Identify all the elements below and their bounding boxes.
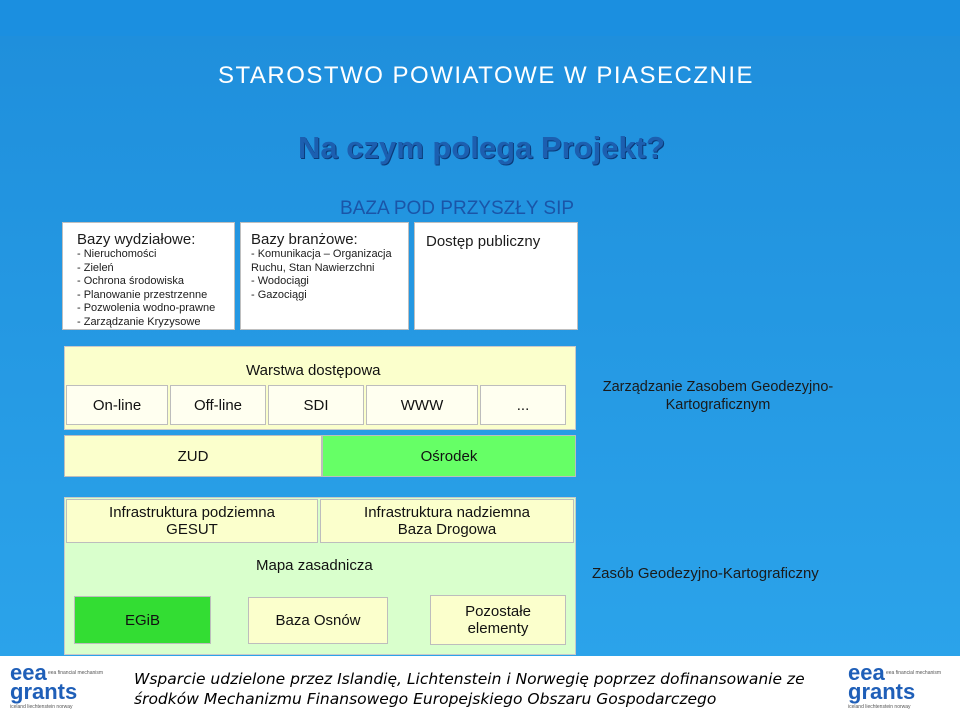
departmental-heading: Bazy wydziałowe: [77,231,196,248]
underground-line2: GESUT [166,521,218,538]
control-network-box: Baza Osnów [248,597,388,644]
logo-eea-text: eea [848,660,885,685]
other-line1: Pozostałe [465,603,531,620]
industry-heading: Bazy branżowe: [251,231,358,248]
offline-option: Off-line [170,385,266,425]
osrodek-box: Ośrodek [322,435,576,477]
card-item: - Wodociągi [251,275,309,287]
logo-small-text: iceland liechtenstein norway [10,704,73,710]
footer-text-line1: Wsparcie udzielone przez Islandię, Lichtenstein i Norwegię poprzez dofinansowanie ze [134,670,805,688]
public-access-heading: Dostęp publiczny [426,233,541,250]
geodetic-resource-label: Zasób Geodezyjno-Kartograficzny [592,565,819,582]
public-access-card [414,222,578,330]
departmental-databases-card [62,222,235,330]
logo-small-text: iceland liechtenstein norway [848,704,911,710]
aboveground-infrastructure-box [320,499,574,543]
aboveground-line2: Baza Drogowa [397,521,497,538]
online-option: On-line [66,385,168,425]
footer-text-line2: środków Mechanizmu Finansowego Europejskiego Obszaru Gospodarczego [134,690,717,708]
base-map-label: Mapa zasadnicza [256,557,373,574]
logo-grants-text: grants [848,679,916,704]
underground-infrastructure-box [66,499,318,543]
card-item: - Nieruchomości [77,248,157,260]
card-item: - Ochrona środowiska [77,275,184,287]
sdi-option: SDI [268,385,364,425]
zud-box: ZUD [64,435,322,477]
org-title: STAROSTWO POWIATOWE W PIASECZNIE [218,62,755,89]
card-item: - Planowanie przestrzenne [77,288,208,301]
logo-grants-text: grants [10,679,78,704]
card-item: - Pozwolenia wodno-prawne [77,302,216,314]
industry-databases-card [240,222,409,330]
aboveground-line1: Infrastruktura nadziemna [364,504,530,521]
egib-box: EGiB [74,596,211,644]
other-line2: elementy [467,620,529,637]
eea-grants-logo-left [4,660,118,714]
more-option: ... [480,385,566,425]
underground-line1: Infrastruktura podziemna [109,504,275,521]
logo-tag: eea financial mechanism [886,670,942,676]
management-label-line2: Kartograficznym [665,397,771,413]
card-item: - Komunikacja – Organizacja [251,248,392,260]
management-label-line1: Zarządzanie Zasobem Geodezyjno- [602,379,834,395]
card-item: Ruchu, Stan Nawierzchni [251,261,375,274]
logo-tag: eea financial mechanism [48,670,104,676]
logo-eea-text: eea [10,660,47,685]
eea-grants-logo-right [842,660,956,714]
access-layer-title: Warstwa dostępowa [246,362,381,379]
page-question: Na czym polega Projekt? [298,130,665,165]
www-option: WWW [366,385,478,425]
card-item: - Gazociągi [251,288,307,301]
management-label [578,378,858,414]
card-item: - Zieleń [77,261,114,274]
other-elements-box [430,595,566,645]
subtitle: BAZA POD PRZYSZŁY SIP [340,198,575,219]
card-item: - Zarządzanie Kryzysowe [77,315,201,328]
